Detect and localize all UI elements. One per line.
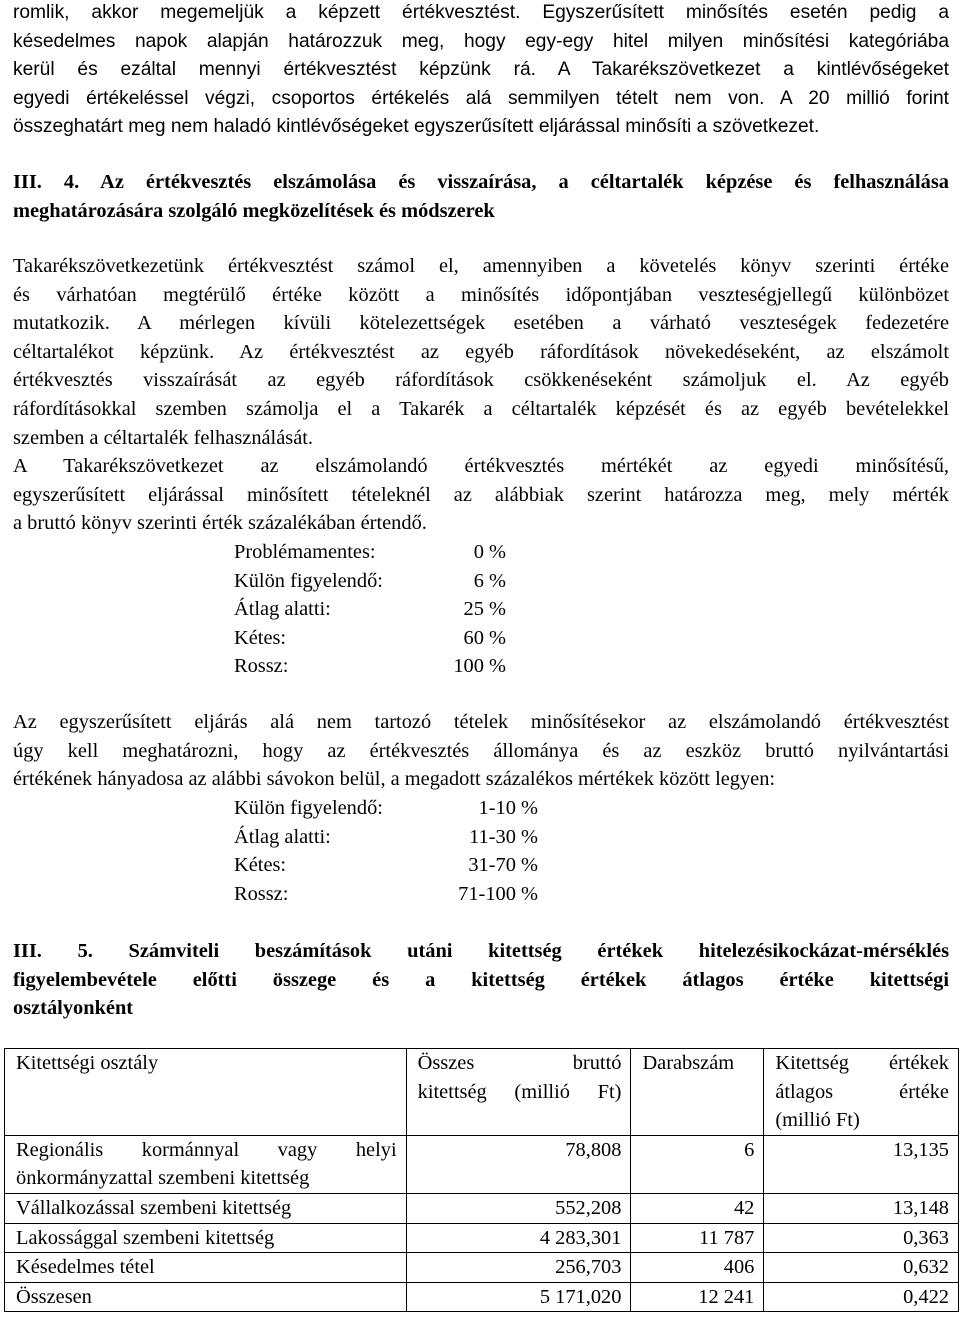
section-4-paragraph-3 [13,708,949,794]
average-value-cell: 13,148 [764,1193,959,1223]
heading-line: osztályonként [13,997,134,1020]
section-4-heading [13,168,949,225]
rate-value: 31-70 % [468,854,538,877]
row-name-cell [5,1135,407,1193]
gross-exposure-cell: 5 171,020 [406,1282,631,1312]
table-total-row [5,1282,959,1312]
text-line: értékvesztés visszaírását az egyéb ráfordítások csökkenéseként számoljuk el. Az egyéb [13,369,949,392]
text-line: szemben a céltartalék felhasználását. [13,426,314,449]
text-line: úgy kell meghatározni, hogy az értékvesztés állománya és az eszköz bruttó nyilvántartási [13,739,949,762]
table-row [5,1135,959,1193]
row-name-text: önkormányzattal szembeni kitettség [16,1167,310,1190]
section-4-paragraph-2 [13,452,949,538]
header-cell [406,1049,631,1136]
header-cell [631,1049,764,1136]
header-text: Darabszám [642,1052,735,1074]
text-line: Az egyszerűsített eljárás alá nem tartozó tételek minősítésekor az elszámolandó értékvesztést [13,711,949,733]
count-cell: 6 [631,1135,764,1193]
row-name-cell [5,1253,407,1283]
header-text: kitettség (millió Ft) [417,1080,622,1103]
intro-line: késedelmes napok alapján határozzuk meg, hogy egy-egy hitel milyen minősítési kategóriába [13,30,949,52]
heading-line: III. 4. Az értékvesztés elszámolása és visszaírása, a céltartalék képzése és felhasználása [13,171,949,193]
rate-value: 6 % [473,569,506,592]
row-name-text: Lakossággal szembeni kitettség [16,1226,275,1249]
header-text: (millió Ft) [775,1109,860,1132]
intro-line: kerül és ezáltal mennyi értékvesztést képzünk rá. A Takarékszövetkezet a kintlévőségeket [13,59,949,81]
intro-line: összeghatárt meg nem haladó kintlévőségeket egyszerűsített eljárással minősíti a szövetkezet. [13,116,820,138]
row-name-text: Összesen [16,1285,92,1308]
text-line: egyszerűsített eljárással minősített tételeknél az alábbiak szerint határozza meg, mely mérték [13,483,949,506]
header-cell [5,1049,407,1136]
text-line: céltartalékot képzünk. Az értékvesztést az egyéb ráfordítások növekedéseként, az elszámolt [13,340,949,363]
rate-label: Külön figyelendő: [234,797,383,819]
rate-value: 0 % [473,541,506,563]
row-name-text: Vállalkozással szembeni kitettség [16,1196,292,1219]
header-text: átlagos értéke [775,1080,949,1103]
count-cell: 12 241 [631,1282,764,1312]
average-value-cell: 13,135 [764,1135,959,1193]
rate-value: 1-10 % [478,797,538,819]
intro-line: romlik, akkor megemeljük a képzett értékvesztést. Egyszerűsített minősítés esetén pedig a [13,2,949,23]
rate-label: Rossz: [234,655,289,678]
row-name-cell [5,1282,407,1312]
rate-label: Kétes: [234,854,287,877]
gross-exposure-cell: 256,703 [406,1253,631,1283]
gross-exposure-cell: 4 283,301 [406,1223,631,1253]
text-line: a bruttó könyv szerinti érték százalékában értendő. [13,512,427,535]
header-text: Összes bruttó [417,1052,622,1074]
header-text: Kitettség értékek [775,1052,949,1074]
header-cell [764,1049,959,1136]
rate-label: Kétes: [234,626,287,649]
row-name-text: Regionális kormánnyal vagy helyi [16,1138,397,1161]
intro-line: egyedi értékeléssel végzi, csoportos értékelés alá semmilyen tételt nem von. A 20 millió forint [13,87,949,109]
gross-exposure-cell: 78,808 [406,1135,631,1193]
exposure-table [4,1048,959,1312]
table-row [5,1253,959,1283]
text-line: ráfordításokkal szemben számolja el a Takarék a céltartalék képzését és az egyéb bevételekkel [13,397,949,420]
text-line: A Takarékszövetkezet az elszámolandó értékvesztés mértékét az egyedi minősítésű, [13,455,949,477]
row-name-text: Késedelmes tétel [16,1256,155,1279]
count-cell: 11 787 [631,1223,764,1253]
rate-label: Rossz: [234,882,289,905]
section-5-heading [13,937,949,1023]
rate-label: Átlag alatti: [234,598,331,621]
text-line: értékének hányadosa az alábbi sávokon belül, a megadott százalékos mértékek között legyen: [13,768,776,791]
rate-value: 60 % [463,626,506,649]
section-4-paragraph-1 [13,252,949,452]
gross-exposure-cell: 552,208 [406,1193,631,1223]
row-name-cell [5,1193,407,1223]
average-value-cell: 0,363 [764,1223,959,1253]
table-header-row [5,1049,959,1136]
rate-label: Külön figyelendő: [234,569,383,592]
heading-line: meghatározására szolgáló megközelítések és módszerek [13,199,495,222]
header-text: Kitettségi osztály [16,1052,159,1074]
rate-label: Problémamentes: [234,541,376,563]
average-value-cell: 0,632 [764,1253,959,1283]
rate-label: Átlag alatti: [234,825,331,848]
intro-paragraph [13,0,949,142]
count-cell: 42 [631,1193,764,1223]
text-line: Takarékszövetkezetünk értékvesztést számol el, amennyiben a követelés könyv szerinti értéke [13,255,949,277]
table-row [5,1193,959,1223]
heading-line: III. 5. Számviteli beszámítások utáni kitettség értékek hitelezésikockázat-mérséklés [13,940,949,962]
rate-value: 11-30 % [469,825,538,848]
row-name-cell [5,1223,407,1253]
rate-value: 100 % [453,655,506,678]
count-cell: 406 [631,1253,764,1283]
average-value-cell: 0,422 [764,1282,959,1312]
table-row [5,1223,959,1253]
heading-line: figyelembevétele előtti összege és a kitettség értékek átlagos értéke kitettségi [13,968,949,991]
rate-value: 71-100 % [458,882,538,905]
rate-value: 25 % [463,598,506,621]
text-line: mutatkozik. A mérlegen kívüli kötelezettségek esetében a várható veszteségek fedezetére [13,312,949,335]
text-line: és várhatóan megtérülő értéke között a minősítés időpontjában veszteségjellegű különbözet [13,283,949,306]
